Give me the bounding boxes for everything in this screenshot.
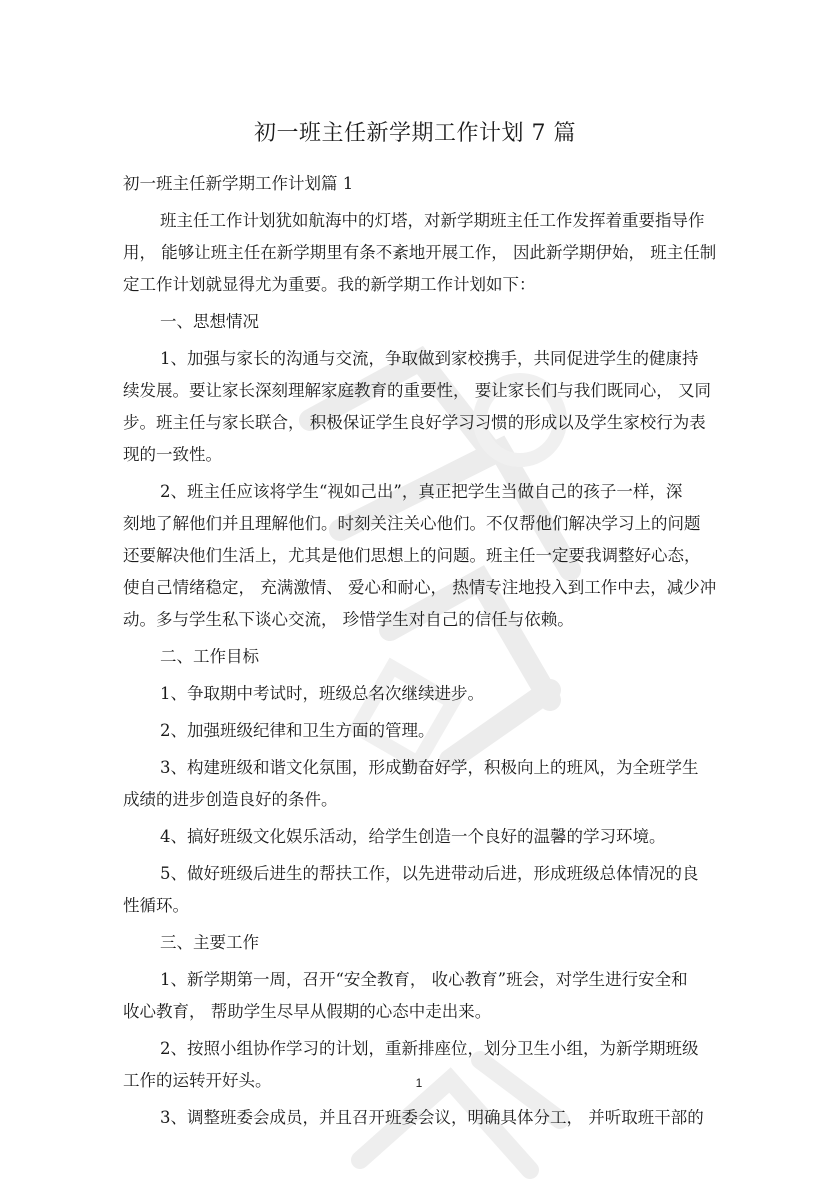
paragraph-line: 使自己情绪稳定， 充满激情、 爱心和耐心， 热情专注地投入到工作中去，减少冲 [123,578,717,597]
paragraph-line: 性循环。 [123,896,189,915]
list-item: 3、构建班级和谐文化氛围，形成勤奋好学，积极向上的班风，为全班学生 [160,758,699,777]
list-item: 3、调整班委会成员，并且召开班委会议，明确具体分工， 并听取班干部的 [160,1108,704,1127]
list-item: 2、加强班级纪律和卫生方面的管理。 [160,721,435,740]
paragraph-line: 刻地了解他们并且理解他们。时刻关注关心他们。不仅帮他们解决学习上的问题 [123,514,701,533]
paragraph-line: 班主任工作计划犹如航海中的灯塔，对新学期班主任工作发挥着重要指导作 [160,211,705,230]
section-heading: 一、思想情况 [160,312,259,331]
section-heading: 二、工作目标 [160,647,259,666]
section-heading: 三、主要工作 [160,933,259,952]
list-item: 2、按照小组协作学习的计划，重新排座位，划分卫生小组，为新学期班级 [160,1039,699,1058]
paragraph-line: 续发展。要让家长深刻理解家庭教育的重要性， 要让家长们与我们既同心， 又同 [123,381,711,400]
paragraph-line: 动。多与学生私下谈心交流， 珍惜学生对自己的信任与依赖。 [123,610,574,629]
list-item: 1、争取期中考试时，班级总名次继续进步。 [160,684,484,703]
paragraph-line: 现的一致性。 [123,445,222,464]
section-subtitle: 初一班主任新学期工作计划篇 1 [123,174,354,193]
document-title: 初一班主任新学期工作计划 7 篇 [254,121,576,146]
document-body [123,168,717,1134]
page-number: 1 [415,1076,423,1090]
paragraph-line: 还要解决他们生活上，尤其是他们思想上的问题。班主任一定要我调整好心态， [123,546,701,565]
paragraph-line: 2、班主任应该将学生“视如己出”，真正把学生当做自己的孩子一样，深 [160,482,683,501]
paragraph-line: 步。班主任与家长联合， 积极保证学生良好学习习惯的形成以及学生家校行为表 [123,413,706,432]
paragraph-line: 用， 能够让班主任在新学期里有条不紊地开展工作， 因此新学期伊始， 班主任制 [123,243,717,262]
paragraph-line: 1、加强与家长的沟通与交流，争取做到家校携手，共同促进学生的健康持 [160,349,699,368]
list-item: 1、新学期第一周，召开“安全教育， 收心教育”班会，对学生进行安全和 [160,970,688,989]
paragraph-line: 成绩的进步创造良好的条件。 [123,790,338,809]
list-item: 5、做好班级后进生的帮扶工作，以先进带动后进，形成班级总体情况的良 [160,864,699,883]
paragraph-line: 收心教育， 帮助学生尽早从假期的心态中走出来。 [123,1002,492,1021]
paragraph-line: 定工作计划就显得尤为重要。我的新学期工作计划如下： [123,275,536,294]
list-item: 4、搞好班级文化娱乐活动，给学生创造一个良好的温馨的学习环境。 [160,827,666,846]
paragraph-line: 工作的运转开好头。 [123,1071,272,1090]
